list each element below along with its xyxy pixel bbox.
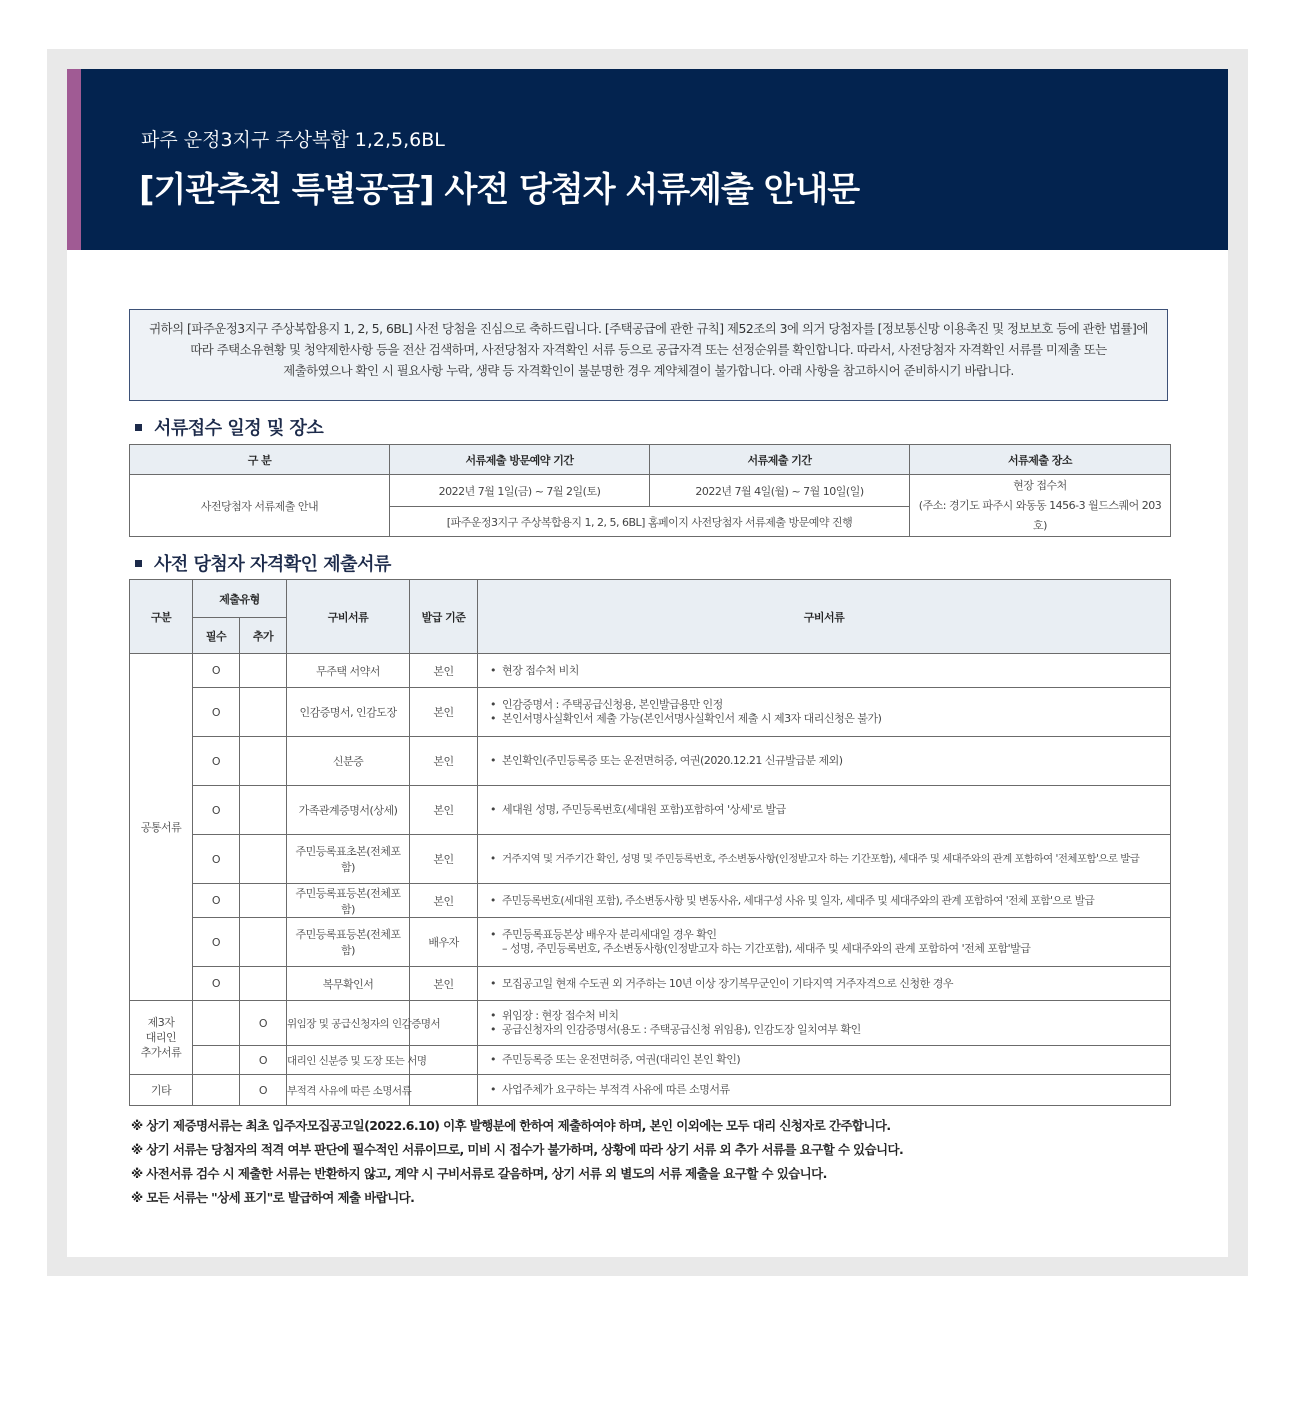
header-banner (67, 69, 1228, 250)
doc-issuer: 본인 (410, 835, 478, 884)
required-mark: O (193, 884, 240, 918)
schedule-table (129, 444, 1171, 537)
detail-text: 거주지역 및 거주기간 확인, 성명 및 주민등록번호, 주소변동사항(인정받고자 하는 기간포함), 세대주 및 세대주와의 관계 포함하여 '전체포함'으로 발급 (502, 853, 1140, 865)
required-mark (193, 1046, 240, 1075)
detail-text: 본인확인(주민등록증 또는 운전면허증, 여권(2020.12.21 신규발급분 제외) (502, 754, 843, 767)
doc-details: • 사업주체가 요구하는 부적격 사유에 따른 소명서류 (478, 1075, 1171, 1106)
table-row (130, 1001, 1171, 1046)
detail-text: 공급신청자의 인감증명서(용도 : 주택공급신청 위임용), 인감도장 일치여부 확인 (502, 1023, 861, 1036)
doc-details: • 현장 접수처 비치 (478, 654, 1171, 688)
table-row (130, 1046, 1171, 1075)
detail-text: 본인서명사실확인서 제출 가능(본인서명사실확인서 제출 시 제3자 대리신청은 불가) (502, 712, 882, 725)
additional-mark (240, 737, 287, 786)
additional-mark (240, 835, 287, 884)
doc-details: • 거주지역 및 거주기간 확인, 성명 및 주민등록번호, 주소변동사항(인정받고자 하는 기간포함), 세대주 및 세대주와의 관계 포함하여 '전체포함'으로 발급 (478, 835, 1171, 884)
detail-text: 세대원 성명, 주민등록번호(세대원 포함)포함하여 '상세'로 발급 (502, 803, 786, 816)
doc-name: 신분증 (287, 737, 410, 786)
detail-text: 위임장 : 현장 접수처 비치 (502, 1009, 619, 1022)
group-proxy-line: 제3자 (147, 1016, 175, 1029)
reserve-note: [파주운정3지구 주상복합용지 1, 2, 5, 6BL] 홈페이지 사전당첨자 서류제출 방문예약 진행 (390, 507, 910, 537)
additional-mark (240, 918, 287, 967)
submit-place (910, 475, 1171, 537)
table-row (130, 835, 1171, 884)
detail-text: 인감증명서 : 주택공급신청용, 본인발급용만 인정 (502, 698, 723, 711)
detail-text: 모집공고일 현재 수도권 외 거주하는 10년 이상 장기복무군인이 기타지역 거주자격으로 신청한 경우 (502, 976, 954, 990)
doc-issuer: 본인 (410, 786, 478, 835)
schedule-row-label: 사전당첨자 서류제출 안내 (130, 475, 390, 537)
doc-name: 무주택 서약서 (287, 654, 410, 688)
banner-accent-bar (67, 69, 81, 250)
docs-table (129, 579, 1171, 1106)
required-mark (193, 1001, 240, 1046)
doc-name: 주민등록표등본(전체포함) (287, 884, 410, 918)
additional-mark: O (240, 1001, 287, 1046)
additional-mark (240, 786, 287, 835)
docs-header-issuer: 발급 기준 (410, 580, 478, 654)
docs-header-additional: 추가 (240, 618, 287, 654)
bullet-square-icon (135, 560, 142, 567)
docs-header-category: 구분 (130, 580, 193, 654)
doc-issuer: 본인 (410, 737, 478, 786)
detail-text: 사업주체가 요구하는 부적격 사유에 따른 소명서류 (502, 1083, 730, 1096)
doc-name: 가족관계증명서(상세) (287, 786, 410, 835)
docs-heading (135, 550, 391, 576)
page-title: [기관추천 특별공급] 사전 당첨자 서류제출 안내문 (139, 170, 860, 210)
notice-card (67, 69, 1228, 1257)
group-proxy-line: 대리인 (145, 1031, 177, 1044)
schedule-header-place: 서류제출 장소 (910, 445, 1171, 475)
table-row (130, 1075, 1171, 1106)
doc-name: 주민등록표등본(전체포함) (287, 918, 410, 967)
required-mark (193, 1075, 240, 1106)
schedule-header-reserve: 서류제출 방문예약 기간 (390, 445, 650, 475)
additional-mark (240, 884, 287, 918)
group-proxy-line: 추가서류 (140, 1046, 182, 1059)
table-row (130, 884, 1171, 918)
doc-issuer: 본인 (410, 688, 478, 737)
intro-line: 제출하였으나 확인 시 필요사항 누락, 생략 등 자격확인이 불분명한 경우 계약체결이 불가합니다. 아래 사항을 참고하시어 준비하시기 바랍니다. (283, 363, 1014, 378)
detail-text: 주민등록표등본상 배우자 분리세대일 경우 확인 (502, 928, 717, 941)
required-mark: O (193, 737, 240, 786)
table-row (130, 737, 1171, 786)
docs-header-document: 구비서류 (287, 580, 410, 654)
required-mark: O (193, 786, 240, 835)
group-proxy (130, 1001, 193, 1075)
additional-mark: O (240, 1046, 287, 1075)
notes (131, 1114, 903, 1210)
page-subtitle: 파주 운정3지구 주상복합 1,2,5,6BL (141, 129, 445, 151)
doc-issuer: 본인 (410, 884, 478, 918)
doc-details: • 위임장 : 현장 접수처 비치 • 공급신청자의 인감증명서(용도 : 주택공급신청 위임용), 인감도장 일치여부 확인 (478, 1001, 1171, 1046)
docs-header-type: 제출유형 (193, 580, 287, 618)
reserve-period: 2022년 7월 1일(금) ~ 7월 2일(토) (390, 475, 650, 507)
required-mark: O (193, 835, 240, 884)
doc-details: • 인감증명서 : 주택공급신청용, 본인발급용만 인정 • 본인서명사실확인서 제출 가능(본인서명사실확인서 제출 시 제3자 대리신청은 불가) (478, 688, 1171, 737)
schedule-heading (135, 414, 323, 440)
doc-name: 위임장 및 공급신청자의 인감증명서 (287, 1001, 410, 1046)
additional-mark (240, 688, 287, 737)
additional-mark (240, 654, 287, 688)
place-address: (주소: 경기도 파주시 와동동 1456-3 월드스퀘어 203호) (918, 498, 1162, 532)
table-row (130, 786, 1171, 835)
doc-details: • 모집공고일 현재 수도권 외 거주하는 10년 이상 장기복무군인이 기타지역 거주자격으로 신청한 경우 (478, 967, 1171, 1001)
intro-line: 귀하의 [파주운정3지구 주상복합용지 1, 2, 5, 6BL] 사전 당첨을 진심으로 축하드립니다. [주택공급에 관한 규칙] 제52조의 3에 의거 당첨자를 [정보통신망 이용촉진 및 정보보호 등에 관한 법률]에 (149, 321, 1148, 336)
note-line: ※ 상기 제증명서류는 최초 입주자모집공고일(2022.6.10) 이후 발행분에 한하여 제출하여야 하며, 본인 이외에는 모두 대리 신청자로 간주합니다. (131, 1118, 891, 1133)
doc-name: 부적격 사유에 따른 소명서류 (287, 1075, 410, 1106)
required-mark: O (193, 688, 240, 737)
additional-mark: O (240, 1075, 287, 1106)
doc-details: • 주민등록번호(세대원 포함), 주소변동사항 및 변동사유, 세대구성 사유 및 일자, 세대주 및 세대주와의 관계 포함하여 '전체 포함'으로 발급 (478, 884, 1171, 918)
schedule-header-category: 구 분 (130, 445, 390, 475)
group-common: 공통서류 (130, 654, 193, 1001)
doc-name: 인감증명서, 인감도장 (287, 688, 410, 737)
doc-details: • 주민등록표등본상 배우자 분리세대일 경우 확인 – 성명, 주민등록번호, 주소변동사항(인정받고자 하는 기간포함), 세대주 및 세대주와의 관계 포함하여 '전체 포함'발급 (478, 918, 1171, 967)
doc-issuer: 본인 (410, 654, 478, 688)
group-other: 기타 (130, 1075, 193, 1106)
additional-mark (240, 967, 287, 1001)
schedule-header-submit: 서류제출 기간 (650, 445, 910, 475)
intro-box (129, 309, 1168, 401)
detail-subline: – 성명, 주민등록번호, 주소변동사항(인정받고자 하는 기간포함), 세대주 및 세대주와의 관계 포함하여 '전체 포함'발급 (502, 942, 1031, 955)
place-name: 현장 접수처 (1013, 478, 1067, 492)
doc-name: 주민등록표초본(전체포함) (287, 835, 410, 884)
doc-details: • 세대원 성명, 주민등록번호(세대원 포함)포함하여 '상세'로 발급 (478, 786, 1171, 835)
docs-header-required: 필수 (193, 618, 240, 654)
intro-line: 따라 주택소유현황 및 청약제한사항 등을 전산 검색하며, 사전당첨자 자격확인 서류 등으로 공급자격 또는 선정순위를 확인합니다. 따라서, 사전당첨자 자격확인 서류를 미제출 또는 (190, 342, 1107, 357)
submit-period: 2022년 7월 4일(월) ~ 7월 10일(일) (650, 475, 910, 507)
table-row (130, 967, 1171, 1001)
page-frame (47, 49, 1248, 1276)
docs-heading-text: 사전 당첨자 자격확인 제출서류 (154, 554, 391, 575)
required-mark: O (193, 967, 240, 1001)
doc-name: 복무확인서 (287, 967, 410, 1001)
table-row (130, 654, 1171, 688)
note-line: ※ 사전서류 검수 시 제출한 서류는 반환하지 않고, 계약 시 구비서류로 갈음하며, 상기 서류 외 별도의 서류 제출을 요구할 수 있습니다. (131, 1166, 827, 1181)
required-mark: O (193, 654, 240, 688)
docs-header-details: 구비서류 (478, 580, 1171, 654)
bullet-square-icon (135, 424, 142, 431)
table-row (130, 688, 1171, 737)
note-line: ※ 상기 서류는 당첨자의 적격 여부 판단에 필수적인 서류이므로, 미비 시 접수가 불가하며, 상황에 따라 상기 서류 외 추가 서류를 요구할 수 있습니다. (131, 1142, 904, 1157)
required-mark: O (193, 918, 240, 967)
doc-issuer: 배우자 (410, 918, 478, 967)
table-row (130, 918, 1171, 967)
doc-name: 대리인 신분증 및 도장 또는 서명 (287, 1046, 410, 1075)
note-line: ※ 모든 서류는 "상세 표기"로 발급하여 제출 바랍니다. (131, 1190, 415, 1205)
doc-issuer: 본인 (410, 967, 478, 1001)
doc-details: • 본인확인(주민등록증 또는 운전면허증, 여권(2020.12.21 신규발급분 제외) (478, 737, 1171, 786)
doc-issuer (410, 1075, 478, 1106)
schedule-heading-text: 서류접수 일정 및 장소 (154, 418, 324, 439)
detail-text: 주민등록번호(세대원 포함), 주소변동사항 및 변동사유, 세대구성 사유 및 일자, 세대주 및 세대주와의 관계 포함하여 '전체 포함'으로 발급 (502, 894, 1095, 907)
detail-text: 주민등록증 또는 운전면허증, 여권(대리인 본인 확인) (502, 1053, 741, 1066)
detail-text: 현장 접수처 비치 (502, 663, 579, 677)
doc-details: • 주민등록증 또는 운전면허증, 여권(대리인 본인 확인) (478, 1046, 1171, 1075)
